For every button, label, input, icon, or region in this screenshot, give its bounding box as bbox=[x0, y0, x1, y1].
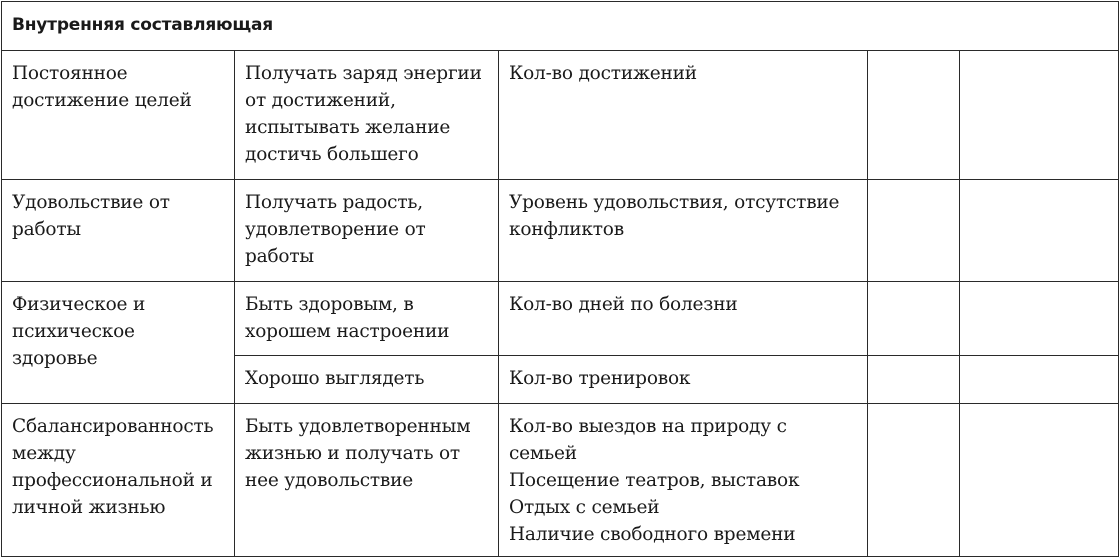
table-row bbox=[2, 404, 1119, 557]
metric-text: Отдых с семьей bbox=[509, 497, 660, 518]
goal-cell bbox=[235, 51, 499, 180]
empty-cell bbox=[960, 356, 1119, 404]
metric-text: Уровень удовольствия, отсутствие конфликтов bbox=[509, 192, 840, 240]
goal-text: Получать заряд энергии от достижений, испытывать желание достичь большего bbox=[245, 63, 482, 165]
table-row bbox=[2, 51, 1119, 180]
section-title: Внутренняя составляющая bbox=[2, 2, 1119, 51]
metric-cell bbox=[499, 404, 868, 557]
goal-cell bbox=[235, 282, 499, 356]
metric-cell bbox=[499, 356, 868, 404]
table-row bbox=[2, 180, 1119, 282]
area-cell bbox=[2, 282, 235, 404]
metric-text: Кол-во достижений bbox=[509, 63, 697, 84]
empty-cell bbox=[960, 180, 1119, 282]
empty-cell bbox=[960, 51, 1119, 180]
table-row bbox=[2, 282, 1119, 356]
area-text: Физическое и психическое здоровье bbox=[12, 294, 146, 369]
empty-cell bbox=[868, 356, 960, 404]
goal-cell bbox=[235, 356, 499, 404]
empty-cell bbox=[868, 404, 960, 557]
goal-text: Хорошо выглядеть bbox=[245, 368, 425, 389]
area-text: Постоянное достижение целей bbox=[12, 63, 192, 111]
goal-text: Быть удовлетворенным жизнью и получать от нее удовольствие bbox=[245, 416, 471, 491]
empty-cell bbox=[960, 404, 1119, 557]
goal-cell bbox=[235, 404, 499, 557]
metric-text: Кол-во дней по болезни bbox=[509, 294, 738, 315]
area-text: Сбалансированность между профессиональной и личной жизнью bbox=[12, 416, 214, 518]
metric-cell bbox=[499, 180, 868, 282]
table-header-row bbox=[2, 2, 1119, 51]
metric-cell bbox=[499, 51, 868, 180]
area-cell bbox=[2, 51, 235, 180]
goal-cell bbox=[235, 180, 499, 282]
empty-cell bbox=[960, 282, 1119, 356]
metric-text: Кол-во тренировок bbox=[509, 368, 691, 389]
metric-text: Посещение театров, выставок bbox=[509, 470, 800, 491]
empty-cell bbox=[868, 180, 960, 282]
metric-cell bbox=[499, 282, 868, 356]
area-text: Удовольствие от работы bbox=[12, 192, 170, 240]
metric-text: Кол-во выездов на природу с семьей bbox=[509, 416, 787, 464]
goal-text: Получать радость, удовлетворение от работы bbox=[245, 192, 426, 267]
goal-text: Быть здоровым, в хорошем настроении bbox=[245, 294, 450, 342]
metric-text: Наличие свободного времени bbox=[509, 524, 796, 545]
empty-cell bbox=[868, 282, 960, 356]
empty-cell bbox=[868, 51, 960, 180]
balanced-scorecard-table bbox=[1, 1, 1119, 557]
area-cell bbox=[2, 404, 235, 557]
area-cell bbox=[2, 180, 235, 282]
